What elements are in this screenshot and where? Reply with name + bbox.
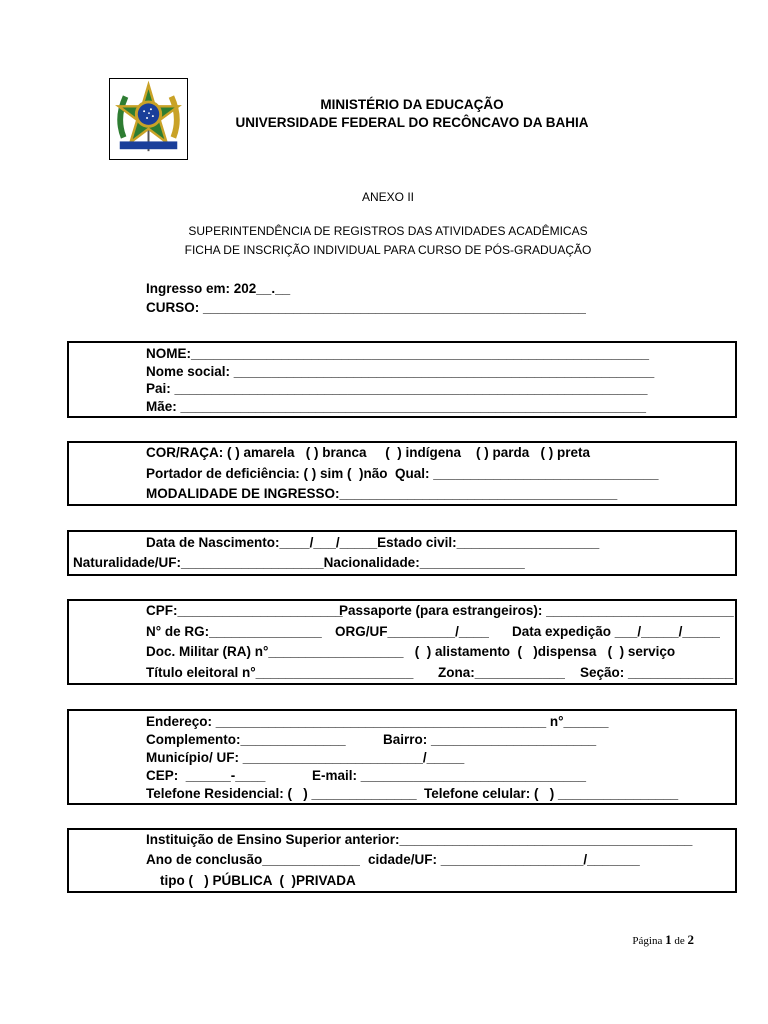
cor-raca-field[interactable]: COR/RAÇA: ( ) amarela ( ) branca ( ) indígena ( ) parda ( ) preta: [146, 445, 591, 460]
secao-field[interactable]: Seção: ______________: [580, 665, 734, 680]
email-field[interactable]: E-mail: ______________________________: [312, 768, 587, 783]
modalidade-field[interactable]: MODALIDADE DE INGRESSO:_____________________________________: [146, 486, 618, 501]
cidade-uf-field[interactable]: cidade/UF: ___________________/_______: [368, 852, 640, 867]
cpf-field[interactable]: CPF:______________________: [146, 603, 343, 618]
rg-field[interactable]: N° de RG:_______________: [146, 624, 322, 639]
passaporte-field[interactable]: Passaporte (para estrangeiros): _________________________: [339, 603, 734, 618]
university-title: UNIVERSIDADE FEDERAL DO RECÔNCAVO DA BAHIA: [235, 115, 589, 130]
tipo-instituicao-field[interactable]: tipo ( ) PÚBLICA ( )PRIVADA: [160, 873, 356, 888]
page-label: Página: [632, 935, 663, 947]
annex-title: ANEXO II: [361, 190, 414, 204]
naturalidade-field[interactable]: Naturalidade/UF:___________________Nacionalidade:______________: [73, 555, 525, 570]
ministry-title: MINISTÉRIO DA EDUCAÇÃO: [320, 97, 504, 112]
data-expedicao-field[interactable]: Data expedição ___/_____/_____: [512, 624, 720, 639]
page-current: 1: [665, 932, 672, 947]
doc-militar-field[interactable]: Doc. Militar (RA) n°__________________ ( ) alistamento ( )dispensa ( ) serviço: [146, 644, 676, 659]
telefone-residencial-field[interactable]: Telefone Residencial: ( ) ______________: [146, 786, 417, 801]
instituicao-field[interactable]: Instituição de Ensino Superior anterior:_______________________________________: [146, 832, 693, 847]
cep-field[interactable]: CEP: ______-____: [146, 768, 266, 783]
ano-conclusao-field[interactable]: Ano de conclusão_____________: [146, 852, 360, 867]
nome-field[interactable]: NOME:_____________________________________________________________: [146, 346, 649, 361]
org-uf-field[interactable]: ORG/UF_________/____: [335, 624, 489, 639]
bairro-field[interactable]: Bairro: ______________________: [383, 732, 597, 747]
municipio-field[interactable]: Município/ UF: ________________________/_____: [146, 750, 465, 765]
ingresso-field[interactable]: Ingresso em: 202__.__: [146, 281, 291, 296]
page-of: de: [674, 935, 685, 947]
endereco-field[interactable]: Endereço: ____________________________________________ n°______: [146, 714, 609, 729]
pai-field[interactable]: Pai: _______________________________________________________________: [146, 381, 648, 396]
zona-field[interactable]: Zona:____________: [438, 665, 565, 680]
complemento-field[interactable]: Complemento:______________: [146, 732, 346, 747]
curso-field[interactable]: CURSO: ___________________________________________________: [146, 300, 586, 315]
titulo-eleitoral-field[interactable]: Título eleitoral n°_____________________: [146, 665, 414, 680]
form-title: FICHA DE INSCRIÇÃO INDIVIDUAL PARA CURSO DE PÓS-GRADUAÇÃO: [184, 243, 592, 257]
page-total: 2: [687, 932, 694, 947]
deficiencia-field[interactable]: Portador de deficiência: ( ) sim ( )não Qual: ______________________________: [146, 466, 659, 481]
nascimento-field[interactable]: Data de Nascimento:____/___/_____Estado civil:___________________: [146, 535, 600, 550]
page-number: [632, 932, 694, 948]
mae-field[interactable]: Mãe: ______________________________________________________________: [146, 399, 647, 414]
department-title: SUPERINTENDÊNCIA DE REGISTROS DAS ATIVIDADES ACADÊMICAS: [188, 224, 588, 238]
telefone-celular-field[interactable]: Telefone celular: ( ) ________________: [424, 786, 679, 801]
nome-social-field[interactable]: Nome social: ________________________________________________________: [146, 364, 655, 379]
